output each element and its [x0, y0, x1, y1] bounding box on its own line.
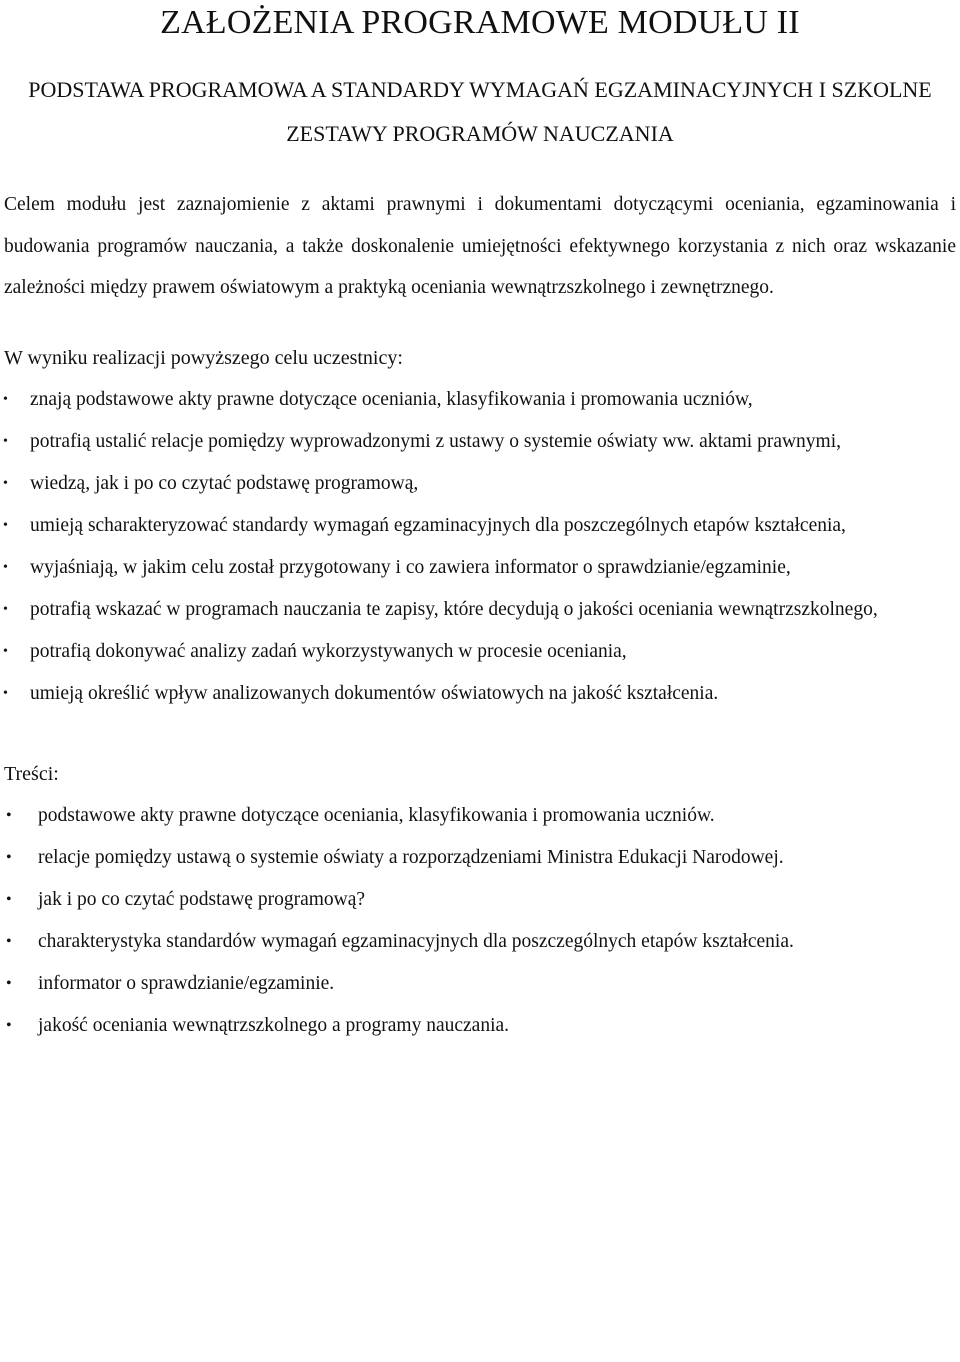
bullet-icon: •	[3, 559, 8, 575]
list-item	[0, 631, 956, 673]
intro-paragraph: Celem modułu jest zaznajomienie z aktami prawnymi i dokumentami dotyczącymi oceniania, egzaminowania i budowania programów nauczania, a także doskonalenie umiejętności efektywnego korzystania z nich oraz wskazanie zależności między prawem oświatowym a praktyką oceniania wewnątrzszkolnego i zewnętrznego.	[4, 194, 956, 298]
list-item	[0, 795, 956, 837]
bullet-icon: •	[3, 685, 8, 701]
list-item	[0, 1005, 956, 1047]
bullet-icon: •	[3, 475, 8, 491]
bullet-icon: •	[6, 890, 12, 908]
list-item-text: potrafią ustalić relacje pomiędzy wyprowadzonymi z ustawy o systemie oświaty ww. aktami prawnymi,	[30, 430, 842, 452]
list-item-text: wyjaśniają, w jakim celu został przygotowany i co zawiera informator o sprawdzianie/egzaminie,	[30, 556, 791, 578]
list-item	[0, 463, 956, 505]
list-item-text: jakość oceniania wewnątrzszkolnego a programy nauczania.	[38, 1014, 510, 1036]
document-subtitle: PODSTAWA PROGRAMOWA A STANDARDY WYMAGAŃ EGZAMINACYJNYCH I SZKOLNE ZESTAWY PROGRAMÓW NAUCZANIA	[28, 77, 932, 146]
list-item	[0, 921, 956, 963]
list-item	[0, 879, 956, 921]
goals-heading: W wyniku realizacji powyższego celu uczestnicy:	[4, 346, 403, 369]
list-item	[0, 379, 956, 421]
content-list	[0, 795, 960, 1047]
list-item-text: potrafią wskazać w programach nauczania te zapisy, które decydują o jakości oceniania wewnątrzszkolnego,	[30, 598, 878, 620]
bullet-icon: •	[6, 974, 12, 992]
list-item	[0, 421, 956, 463]
bullet-icon: •	[6, 1016, 12, 1034]
list-item-text: wiedzą, jak i po co czytać podstawę programową,	[30, 472, 419, 494]
bullet-icon: •	[3, 643, 8, 659]
list-item	[0, 673, 956, 715]
bullet-icon: •	[6, 848, 12, 866]
list-item	[0, 589, 956, 631]
list-item-text: potrafią dokonywać analizy zadań wykorzystywanych w procesie oceniania,	[30, 640, 627, 662]
list-item-text: informator o sprawdzianie/egzaminie.	[38, 972, 335, 994]
goals-list	[0, 379, 960, 715]
list-item-text: relacje pomiędzy ustawą o systemie oświaty a rozporządzeniami Ministra Edukacji Narodowej.	[38, 846, 784, 868]
bullet-icon: •	[6, 932, 12, 950]
bullet-icon: •	[3, 601, 8, 617]
list-item-text: umieją określić wpływ analizowanych dokumentów oświatowych na jakość kształcenia.	[30, 682, 719, 704]
list-item	[0, 963, 956, 1005]
list-item-text: charakterystyka standardów wymagań egzaminacyjnych dla poszczególnych etapów kształcenia.	[38, 930, 794, 952]
bullet-icon: •	[3, 433, 8, 449]
list-item	[0, 547, 956, 589]
bullet-icon: •	[3, 517, 8, 533]
bullet-icon: •	[6, 806, 12, 824]
list-item-text: podstawowe akty prawne dotyczące oceniania, klasyfikowania i promowania uczniów.	[38, 804, 715, 826]
list-item-text: znają podstawowe akty prawne dotyczące oceniania, klasyfikowania i promowania uczniów,	[30, 388, 753, 410]
list-item	[0, 505, 956, 547]
document-title: ZAŁOŻENIA PROGRAMOWE MODUŁU II	[160, 4, 800, 41]
list-item-text: jak i po co czytać podstawę programową?	[38, 888, 366, 910]
bullet-icon: •	[3, 391, 8, 407]
list-item-text: umieją scharakteryzować standardy wymagań egzaminacyjnych dla poszczególnych etapów kształcenia,	[30, 514, 846, 536]
list-item	[0, 837, 956, 879]
content-heading: Treści:	[4, 762, 59, 785]
